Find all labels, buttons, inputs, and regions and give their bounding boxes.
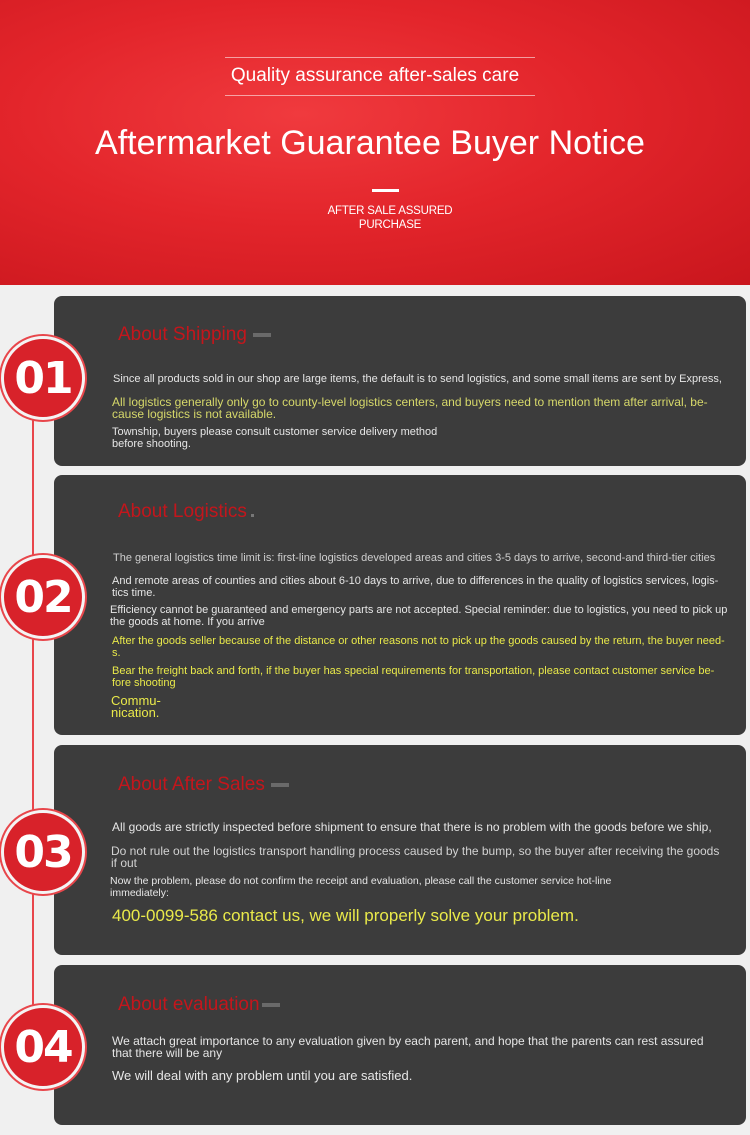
section-heading: About After Sales	[118, 774, 289, 796]
section-number-badge: 01	[1, 336, 85, 420]
section-heading: About Shipping	[118, 324, 271, 346]
section-text: And remote areas of counties and cities about 6-10 days to arrive, due to differences in the quality of logistics services, logis-tics time.	[112, 575, 719, 599]
section-heading: About Logistics	[118, 501, 254, 523]
section-card-after-sales	[54, 745, 746, 955]
section-text: After the goods seller because of the distance or other reasons not to pick up the goods caused by the return, the buyer need-s.	[112, 635, 725, 659]
section-number-badge: 02	[1, 555, 85, 639]
phone-contact-text: 400-0099-586 contact us, we will properly solve your problem.	[112, 906, 579, 925]
section-text: Efficiency cannot be guaranteed and emergency parts are not accepted. Special reminder: due to logistics, you need to pick up the goods at home. If you arrive	[110, 604, 728, 628]
section-text: Commu-nication.	[111, 693, 161, 720]
section-card-evaluation	[54, 965, 746, 1125]
page-title: Aftermarket Guarantee Buyer Notice	[95, 124, 645, 162]
section-number-badge: 03	[1, 810, 85, 894]
section-text: All goods are strictly inspected before shipment to ensure that there is no problem with the goods before we ship,	[112, 820, 712, 834]
section-text: We will deal with any problem until you are satisfied.	[112, 1068, 413, 1083]
section-text: Do not rule out the logistics transport handling process caused by the bump, so the buyer after receiving the goods if out	[111, 844, 720, 870]
header-tag-line: AFTER SALE ASSURED	[327, 205, 453, 217]
divider	[225, 57, 535, 58]
header-banner	[0, 0, 750, 285]
section-text: Since all products sold in our shop are large items, the default is to send logistics, and some small items are sent by Express,	[113, 373, 722, 385]
section-card-shipping	[54, 296, 746, 466]
section-card-logistics	[54, 475, 746, 735]
section-heading: About evaluation	[118, 994, 280, 1016]
section-number-badge: 04	[1, 1005, 85, 1089]
header-subtitle: Quality assurance after-sales care	[230, 65, 520, 86]
section-text: Now the problem, please do not confirm the receipt and evaluation, please call the customer service hot-line immediately:	[110, 875, 612, 899]
divider	[225, 95, 535, 96]
section-text: The general logistics time limit is: first-line logistics developed areas and cities 3-5 days to arrive, second-and third-tier cities	[113, 552, 716, 564]
section-text: Township, buyers please consult customer service delivery method before shooting.	[112, 426, 438, 450]
header-tag	[290, 204, 490, 232]
timeline-line	[32, 410, 34, 1050]
header-tag-line: PURCHASE	[358, 219, 422, 231]
section-text: All logistics generally only go to county-level logistics centers, and buyers need to mention them after arrival, be-cause logistics is not available.	[112, 395, 708, 421]
divider	[372, 189, 399, 192]
section-text: Bear the freight back and forth, if the buyer has special requirements for transportation, please contact customer service be-fore shooting	[112, 665, 715, 689]
section-text: We attach great importance to any evaluation given by each parent, and hope that the parents can rest assured that there will be any	[112, 1034, 704, 1060]
